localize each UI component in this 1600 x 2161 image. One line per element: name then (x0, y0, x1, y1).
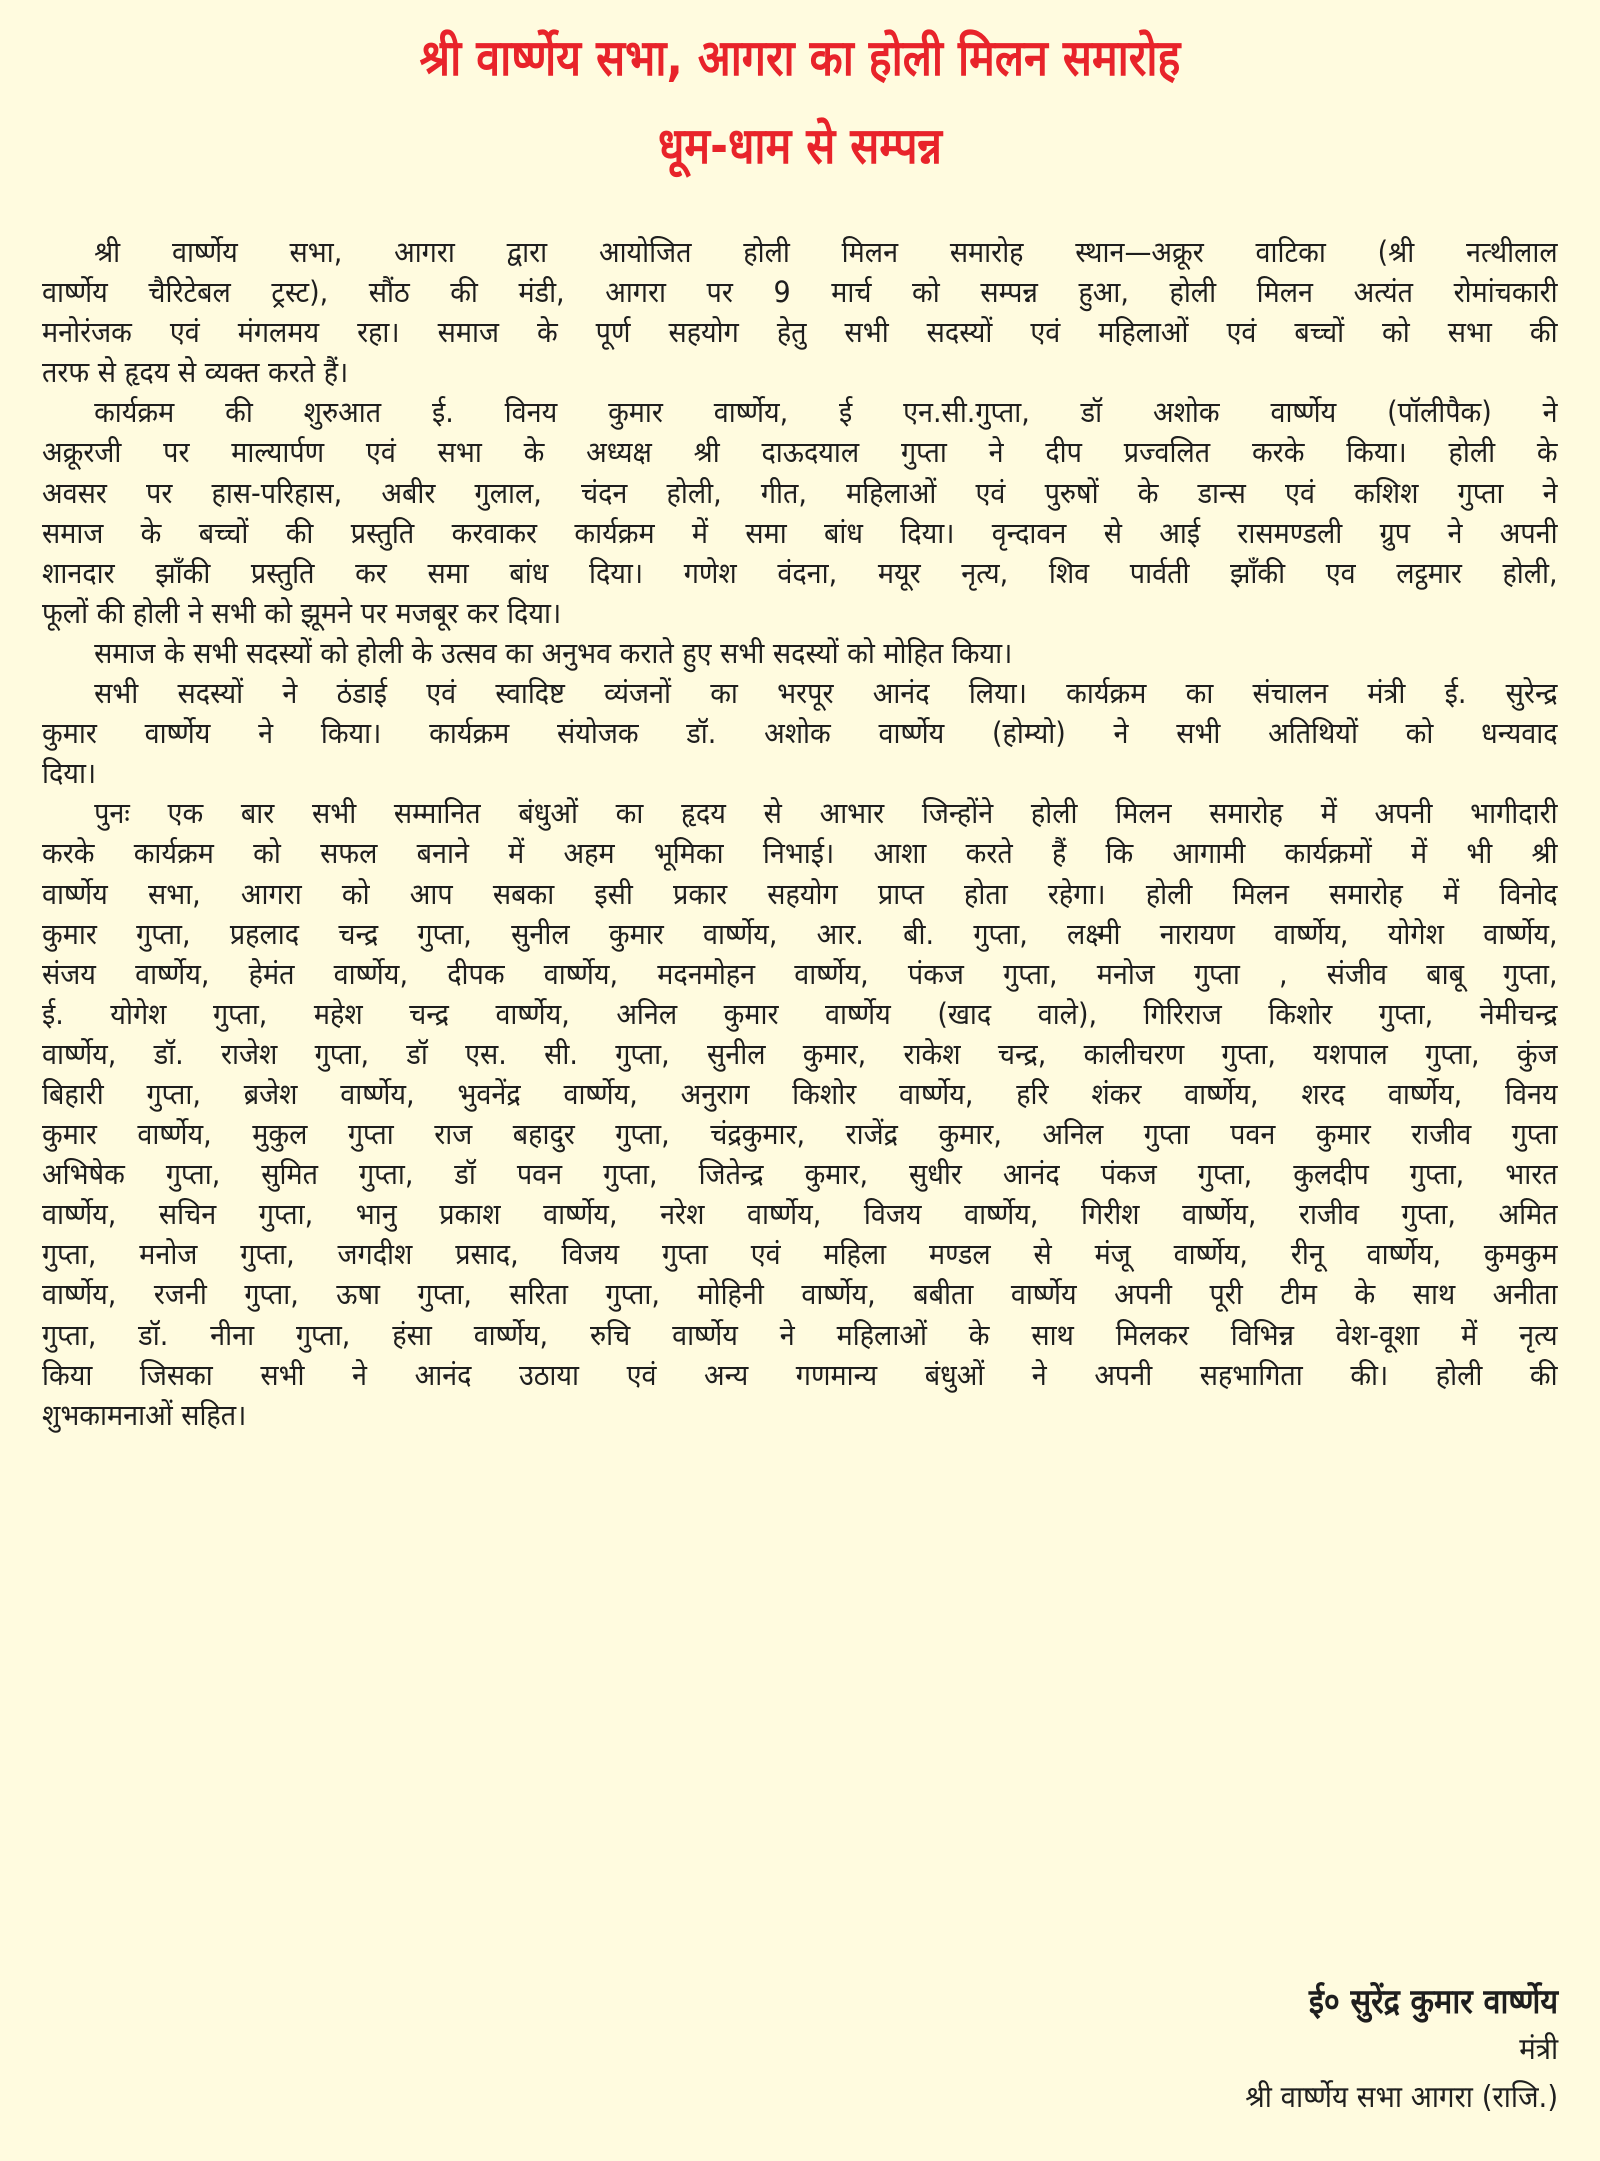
paragraph-line: श्री वार्ष्णेय सभा, आगरा द्वारा आयोजित होली मिलन समारोह स्थान—अक्रूर वाटिका (श्री नत्थीलाल (94, 235, 1558, 269)
paragraph-line: अक्रूरजी पर माल्यार्पण एवं सभा के अध्यक्ष श्री दाऊदयाल गुप्ता ने दीप प्रज्वलित करके किया। होली के (42, 435, 1558, 470)
paragraph-line: शानदार झाँकी प्रस्तुति कर समा बांध दिया। गणेश वंदना, मयूर नृत्य, शिव पार्वती झाँकी एव लट्ठमार होली, (42, 555, 1558, 590)
paragraph-line: किया जिसका सभी ने आनंद उठाया एवं अन्य गणमान्य बंधुओं ने अपनी सहभागिता की। होली की (42, 1357, 1558, 1392)
paragraph-line: अभिषेक गुप्ता, सुमित गुप्ता, डॉ पवन गुप्ता, जितेन्द्र कुमार, सुधीर आनंद पंकज गुप्ता, कुलदीप गुप्ता, भारत (42, 1157, 1558, 1192)
article-body (42, 232, 1558, 1435)
paragraph-line: कुमार गुप्ता, प्रहलाद चन्द्र गुप्ता, सुनील कुमार वार्ष्णेय, आर. बी. गुप्ता, लक्ष्मी नारायण वार्ष्णेय, योगेश वार्ष्णेय, (42, 916, 1558, 951)
paragraph-line: वार्ष्णेय सभा, आगरा को आप सबका इसी प्रकार सहयोग प्राप्त होता रहेगा। होली मिलन समारोह में विनोद (42, 876, 1558, 911)
paragraph-line: दिया। (42, 756, 97, 791)
paragraph-line: कार्यक्रम की शुरुआत ई. विनय कुमार वार्ष्णेय, ई एन.सी.गुप्ता, डॉ अशोक वार्ष्णेय (पॉलीपैक) ने (94, 395, 1558, 430)
paragraph-line: फूलों की होली ने सभी को झूमने पर मजबूर कर दिया। (42, 595, 562, 630)
paragraph-line: मनोरंजक एवं मंगलमय रहा। समाज के पूर्ण सहयोग हेतु सभी सदस्यों एवं महिलाओं एवं बच्चों को सभा की (42, 315, 1558, 350)
article-paragraph (42, 793, 1558, 1435)
paragraph-line: वार्ष्णेय चैरिटेबल ट्रस्ट), सौंठ की मंडी, आगरा पर 9 मार्च को सम्पन्न हुआ, होली मिलन अत्यंत रोमांचकारी (42, 275, 1558, 310)
headline-line-2: धूम-धाम से सम्पन्न (657, 117, 943, 175)
paragraph-line: पुनः एक बार सभी सम्मानित बंधुओं का हृदय से आभार जिन्होंने होली मिलन समारोह में अपनी भागीदारी (94, 796, 1558, 831)
paragraph-line: शुभकामनाओं सहित। (42, 1397, 247, 1432)
paragraph-line: सभी सदस्यों ने ठंडाई एवं स्वादिष्ट व्यंजनों का भरपूर आनंद लिया। कार्यक्रम का संचालन मंत्री ई. सुरेन्द्र (94, 676, 1558, 711)
paragraph-line: गुप्ता, मनोज गुप्ता, जगदीश प्रसाद, विजय गुप्ता एवं महिला मण्डल से मंजू वार्ष्णेय, रीनू वार्ष्णेय, कुमकुम (42, 1237, 1558, 1272)
signatory-name: ई० सुरेंद्र कुमार वार्ष्णेय (1308, 1982, 1558, 2022)
paragraph-line: समाज के बच्चों की प्रस्तुति करवाकर कार्यक्रम में समा बांध दिया। वृन्दावन से आई रासमण्डली ग्रुप ने अपनी (42, 515, 1558, 550)
article-paragraph (42, 673, 1558, 793)
paragraph-line: कुमार वार्ष्णेय ने किया। कार्यक्रम संयोजक डॉ. अशोक वार्ष्णेय (होम्यो) ने सभी अतिथियों को धन्यवाद (42, 716, 1558, 751)
signature-block (1218, 1978, 1558, 2122)
paragraph-line: वार्ष्णेय, रजनी गुप्ता, ऊषा गुप्ता, सरिता गुप्ता, मोहिनी वार्ष्णेय, बबीता वार्ष्णेय अपनी पूरी टीम के साथ अनीता (42, 1277, 1558, 1312)
article-paragraph (42, 232, 1558, 392)
article-paragraph (42, 392, 1558, 633)
paragraph-line: गुप्ता, डॉ. नीना गुप्ता, हंसा वार्ष्णेय, रुचि वार्ष्णेय ने महिलाओं के साथ मिलकर विभिन्न वेश-वूशा में नृत्य (42, 1317, 1558, 1352)
paragraph-line: अवसर पर हास-परिहास, अबीर गुलाल, चंदन होली, गीत, महिलाओं एवं पुरुषों के डान्स एवं कशिश गुप्ता ने (42, 475, 1558, 510)
signatory-organization: श्री वार्ष्णेय सभा आगरा (राजि.) (1245, 2080, 1558, 2115)
paragraph-line: करके कार्यक्रम को सफल बनाने में अहम भूमिका निभाई। आशा करते हैं कि आगामी कार्यक्रमों में भी श्री (42, 836, 1558, 871)
paragraph-line: समाज के सभी सदस्यों को होली के उत्सव का अनुभव कराते हुए सभी सदस्यों को मोहित किया। (94, 635, 1013, 670)
paragraph-line: वार्ष्णेय, सचिन गुप्ता, भानु प्रकाश वार्ष्णेय, नरेश वार्ष्णेय, विजय वार्ष्णेय, गिरीश वार्ष्णेय, राजीव गुप्ता, अमित (42, 1197, 1558, 1232)
paragraph-line: तरफ से हृदय से व्यक्त करते हैं। (42, 355, 349, 390)
paragraph-line: बिहारी गुप्ता, ब्रजेश वार्ष्णेय, भुवनेंद्र वार्ष्णेय, अनुराग किशोर वार्ष्णेय, हरि शंकर वार्ष्णेय, शरद वार्ष्णेय, विनय (42, 1076, 1558, 1111)
paragraph-line: ई. योगेश गुप्ता, महेश चन्द्र वार्ष्णेय, अनिल कुमार वार्ष्णेय (खाद वाले), गिरिराज किशोर गुप्ता, नेमीचन्द्र (42, 996, 1558, 1031)
paragraph-line: कुमार वार्ष्णेय, मुकुल गुप्ता राज बहादुर गुप्ता, चंद्रकुमार, राजेंद्र कुमार, अनिल गुप्ता पवन कुमार राजीव गुप्ता (42, 1117, 1558, 1152)
paragraph-line: संजय वार्ष्णेय, हेमंत वार्ष्णेय, दीपक वार्ष्णेय, मदनमोहन वार्ष्णेय, पंकज गुप्ता, मनोज गुप्ता , संजीव बाबू गुप्ता, (42, 956, 1558, 991)
headline-line-1: श्री वार्ष्णेय सभा, आगरा का होली मिलन समारोह (419, 29, 1181, 87)
paragraph-line: वार्ष्णेय, डॉ. राजेश गुप्ता, डॉ एस. सी. गुप्ता, सुनील कुमार, राकेश चन्द्र, कालीचरण गुप्ता, यशपाल गुप्ता, कुंज (42, 1036, 1558, 1071)
article-paragraph (42, 633, 1558, 673)
signatory-role: मंत्री (1519, 2032, 1558, 2067)
